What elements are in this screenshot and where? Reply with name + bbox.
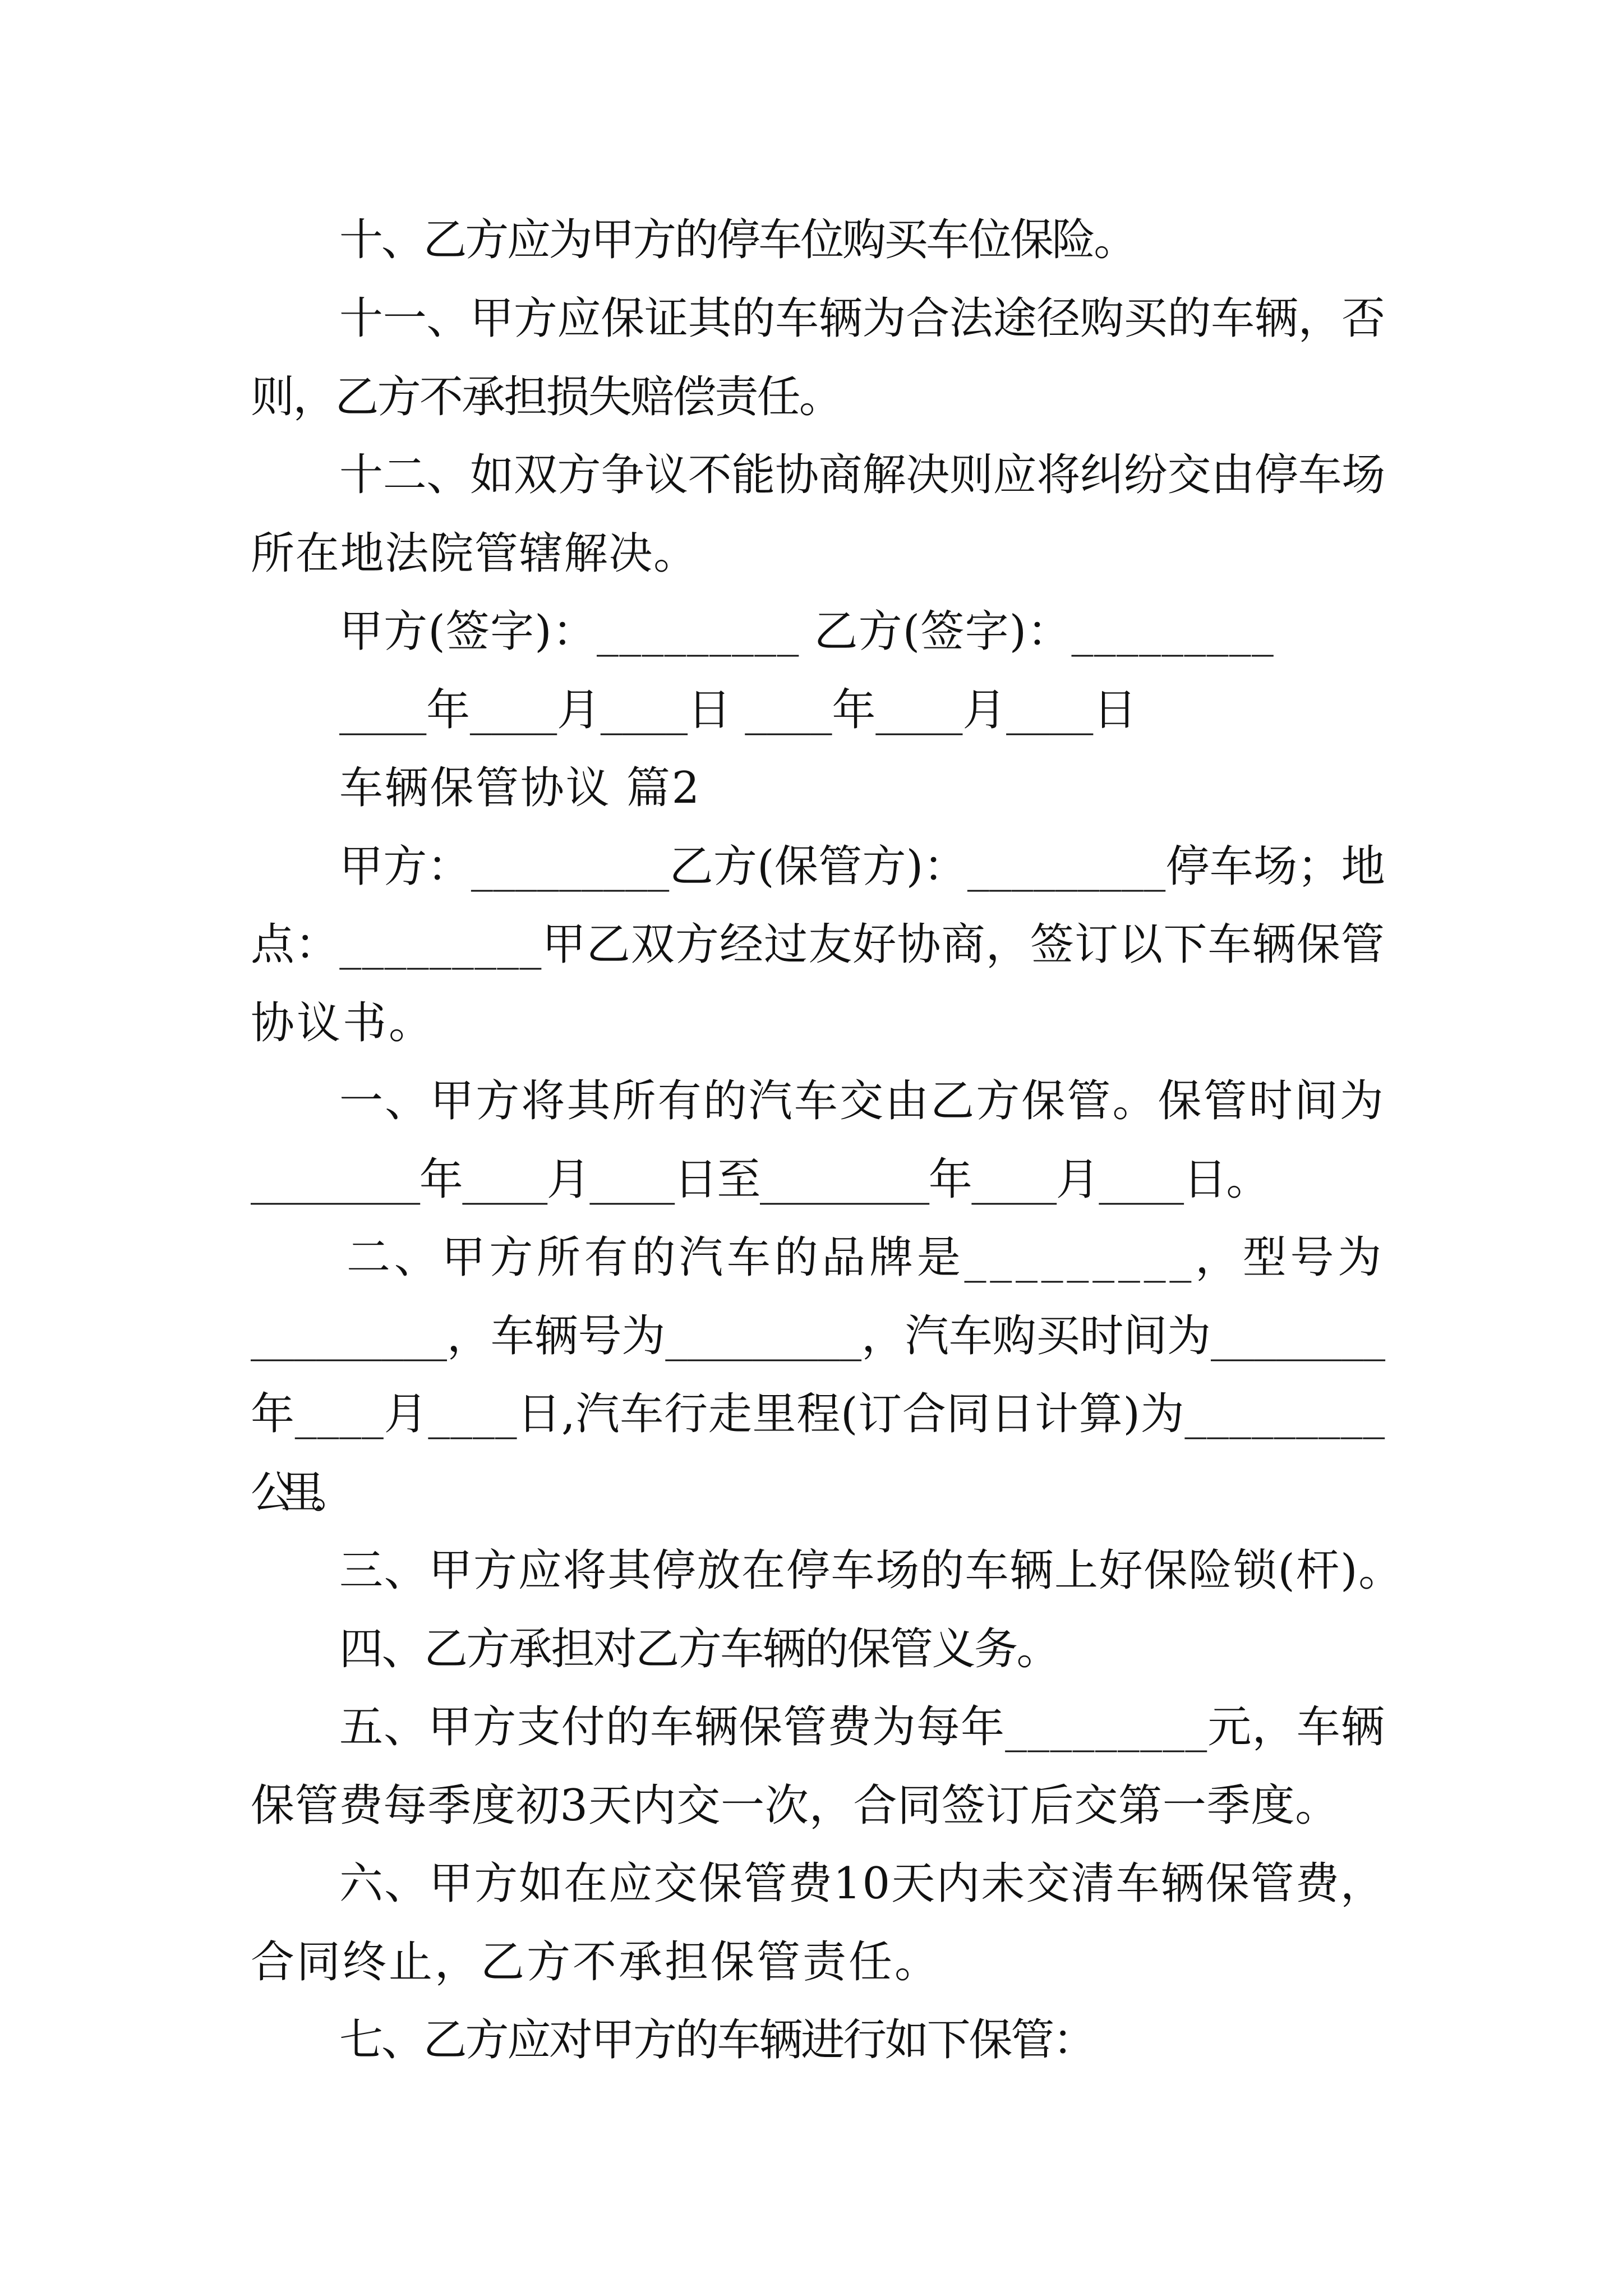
text-line: 公里。 <box>251 1467 340 1518</box>
text-line: 合同终止，乙方不承担保管责任。 <box>251 1937 941 1987</box>
text-line: ________年____月____日至________年____月____日。 <box>251 1154 1269 1205</box>
text-line: 则，乙方不承担损失赔偿责任。 <box>251 372 841 422</box>
section-heading: 车辆保管协议 篇2 <box>339 763 701 813</box>
text-line: 四、乙方承担对乙方车辆的保管义务。 <box>339 1624 1059 1674</box>
text-line: 二、甲方所有的汽车的品牌是_________，型号为 <box>347 1232 1385 1283</box>
date-line: ____年____月____日 ____年____月____日 <box>339 685 1137 735</box>
text-line: 协议书。 <box>251 998 435 1048</box>
text-line: 甲方：_________乙方(保管方)：_________停车场；地 <box>339 841 1385 892</box>
text-line: 十、乙方应为甲方的停车位购买车位保险。 <box>339 215 1136 265</box>
text-line: 三、甲方应将其停放在停车场的车辆上好保险锁(杆)。 <box>339 1545 1403 1596</box>
text-line: _________，车辆号为_________，汽车购买时间为________ <box>251 1311 1385 1361</box>
text-line: 七、乙方应对甲方的车辆进行如下保管： <box>339 2015 1095 2065</box>
signature-line: 甲方(签字)：_________ 乙方(签字)：_________ <box>339 606 1274 657</box>
text-line: 点：_________甲乙双方经过友好协商，签订以下车辆保管 <box>251 919 1385 970</box>
text-line: 保管费每季度初3天内交一次，合同签订后交第一季度。 <box>251 1780 1339 1831</box>
text-line: 十二、如双方争议不能协商解决则应将纠纷交由停车场 <box>339 450 1385 500</box>
text-line: 五、甲方支付的车辆保管费为每年_________元，车辆 <box>339 1702 1385 1752</box>
text-line: 年____月____日,汽车行走里程(订合同日计算)为_________ <box>251 1389 1385 1439</box>
text-line: 十一、甲方应保证其的车辆为合法途径购买的车辆，否 <box>339 293 1385 344</box>
text-line: 所在地法院管辖解决。 <box>251 528 698 579</box>
text-line: 六、甲方如在应交保管费10天内未交清车辆保管费， <box>339 1858 1385 1909</box>
text-line: 一、甲方将其所有的汽车交由乙方保管。保管时间为 <box>339 1076 1385 1126</box>
